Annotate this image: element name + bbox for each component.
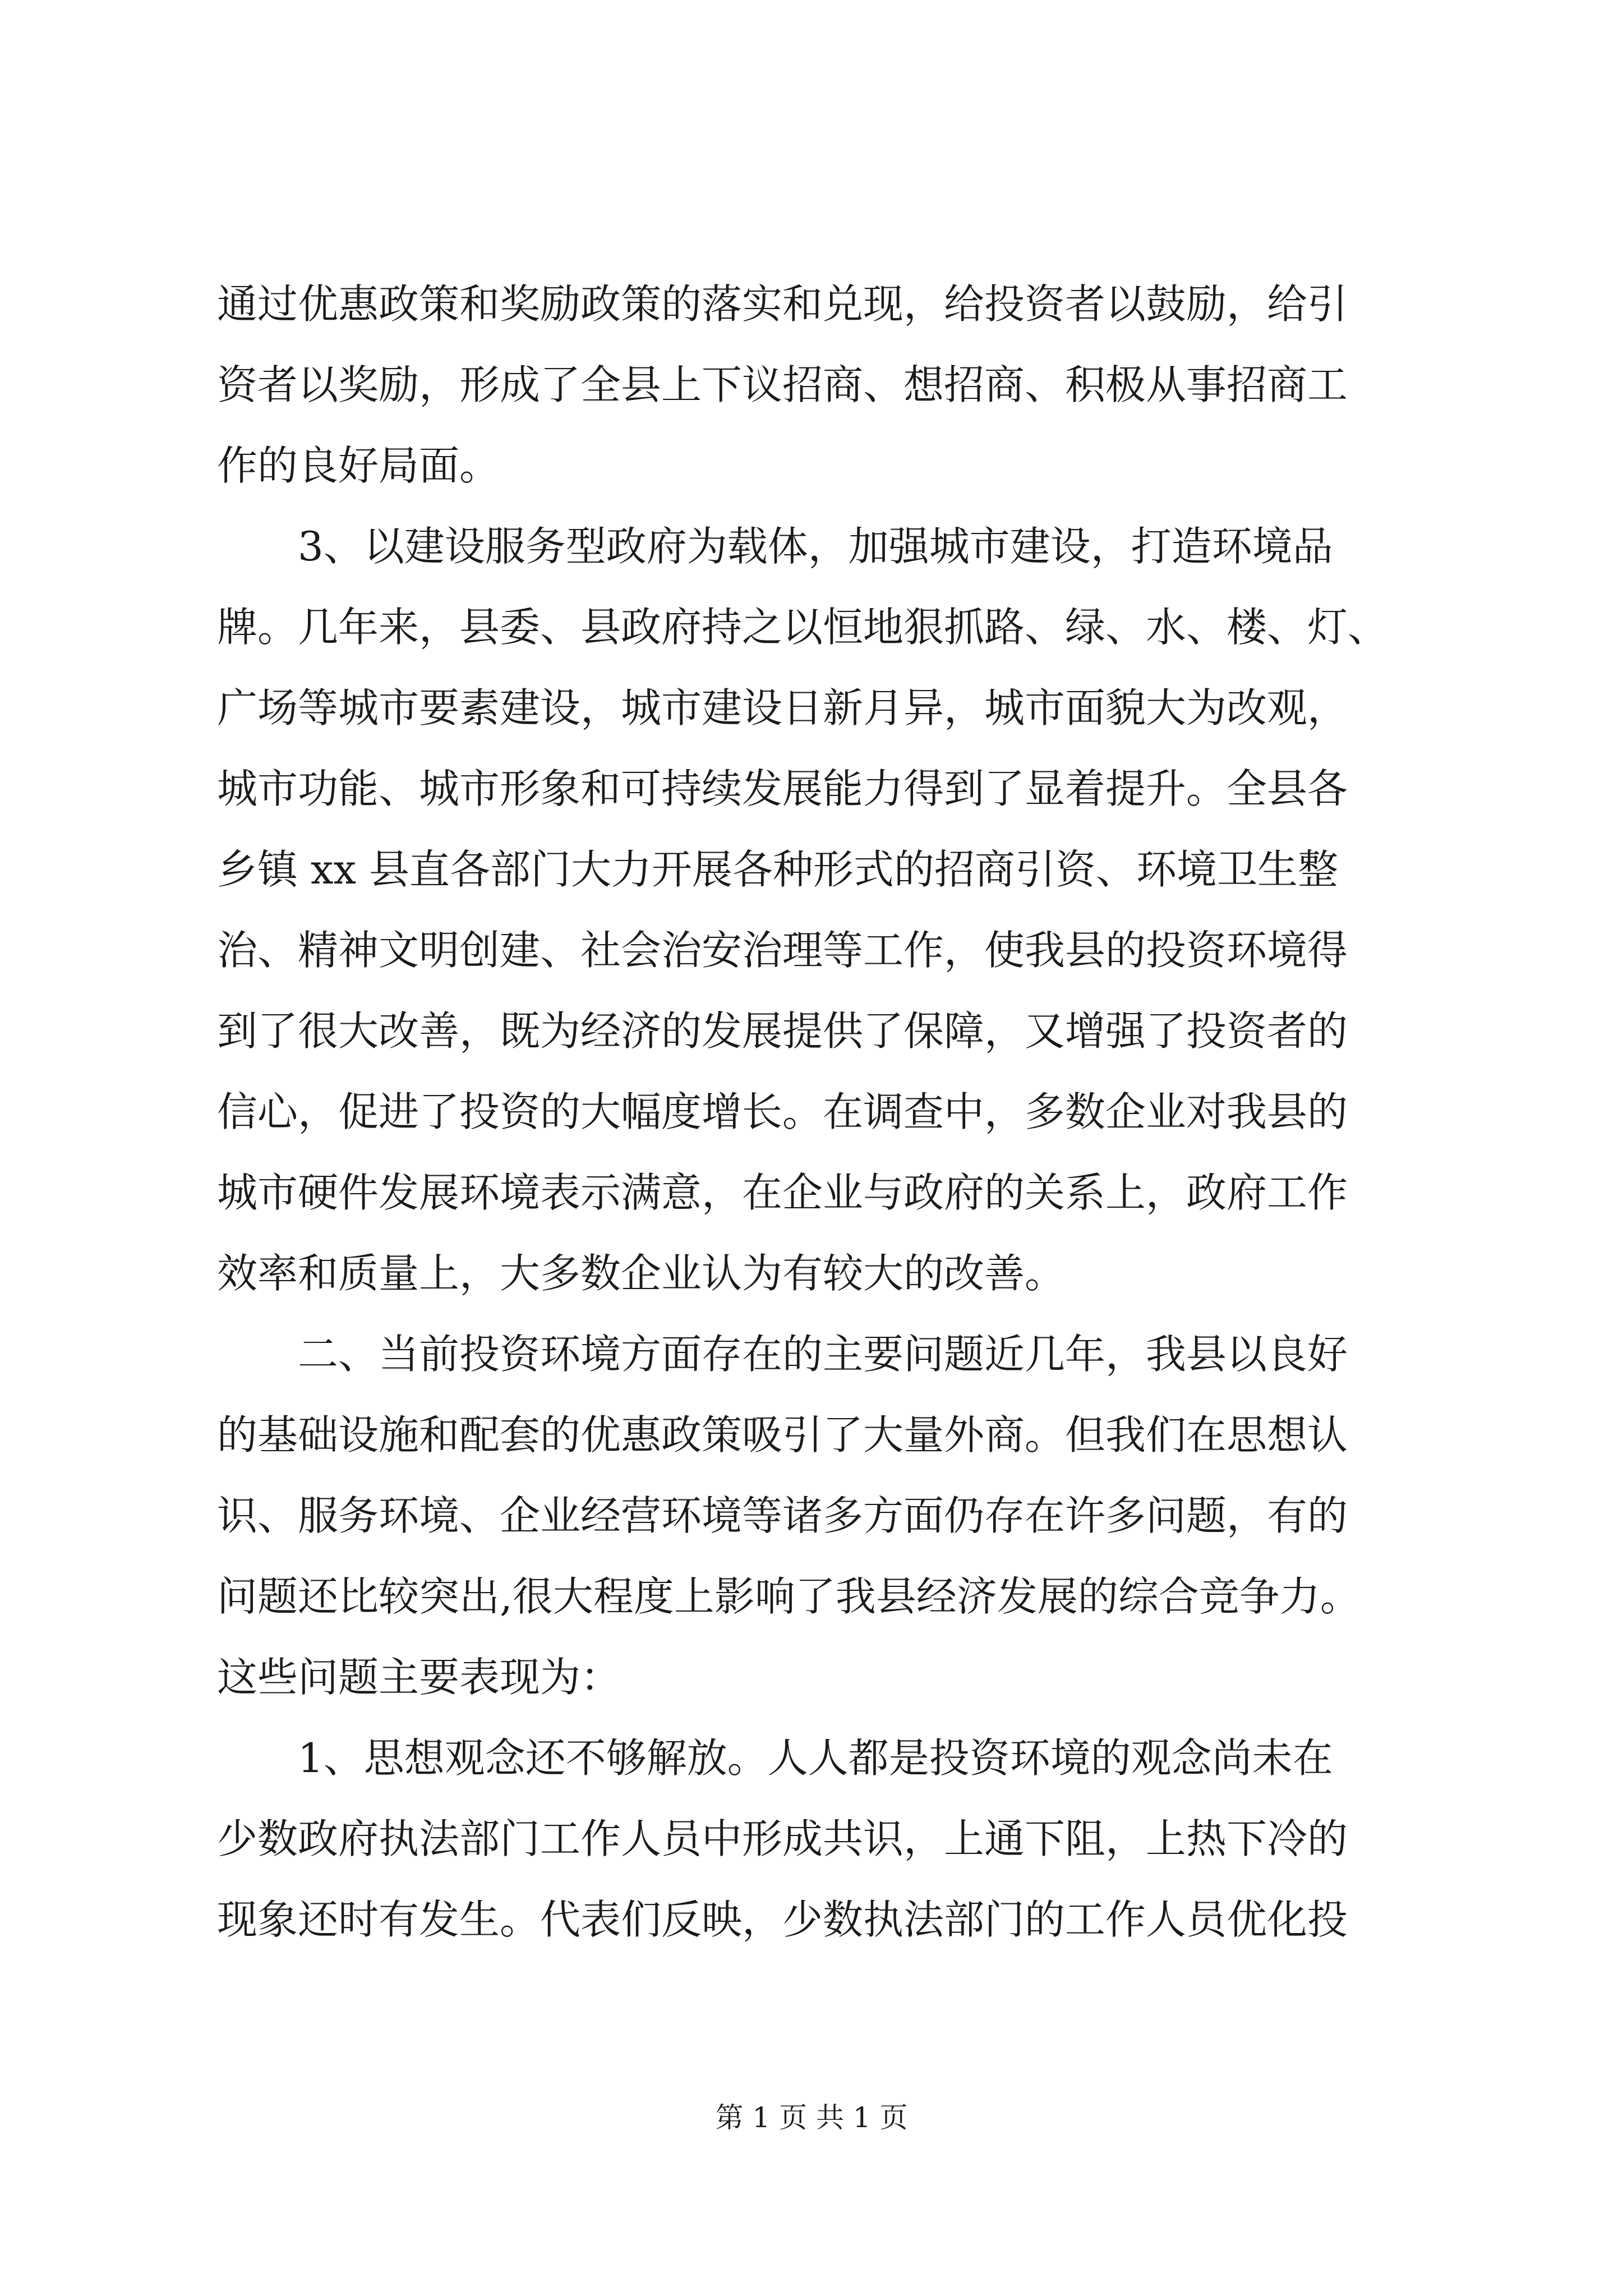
text-line: 到了很大改善，既为经济的发展提供了保障，又增强了投资者的 bbox=[217, 1007, 1348, 1055]
text-line: 的基础设施和配套的优惠政策吸引了大量外商。但我们在思想认 bbox=[217, 1411, 1348, 1458]
text-line: 识、服务环境、企业经营环境等诸多方面仍存在许多问题，有的 bbox=[217, 1492, 1348, 1539]
text-line: 现象还时有发生。代表们反映，少数执法部门的工作人员优化投 bbox=[217, 1896, 1348, 1943]
text-line: 乡镇 xx 县直各部门大力开展各种形式的招商引资、环境卫生整 bbox=[217, 846, 1338, 893]
text-line: 信心，促进了投资的大幅度增长。在调查中，多数企业对我县的 bbox=[217, 1088, 1348, 1135]
text-line: 城市功能、城市形象和可持续发展能力得到了显着提升。全县各 bbox=[217, 765, 1348, 812]
text-line: 作的良好局面。 bbox=[217, 442, 500, 489]
body-text bbox=[217, 264, 1428, 1960]
text-line: 资者以奖励，形成了全县上下议招商、想招商、积极从事招商工 bbox=[217, 361, 1348, 408]
paragraph-first-line: 3、以建设服务型政府为载体，加强城市建设，打造环境品 bbox=[298, 523, 1333, 570]
text-line: 治、精神文明创建、社会治安治理等工作，使我县的投资环境得 bbox=[217, 927, 1348, 974]
paragraph-first-line: 二、当前投资环境方面存在的主要问题近几年，我县以良好 bbox=[298, 1331, 1348, 1378]
text-line: 通过优惠政策和奖励政策的落实和兑现，给投资者以鼓励，给引 bbox=[217, 280, 1348, 328]
text-line: 问题还比较突出,很大程度上影响了我县经济发展的综合竞争力。 bbox=[217, 1573, 1361, 1620]
text-line: 效率和质量上，大多数企业认为有较大的改善。 bbox=[217, 1250, 1066, 1297]
text-line: 这些问题主要表现为： bbox=[217, 1654, 621, 1701]
paragraph-first-line: 1、思想观念还不够解放。人人都是投资环境的观念尚未在 bbox=[298, 1734, 1333, 1782]
text-line: 城市硬件发展环境表示满意，在企业与政府的关系上，政府工作 bbox=[217, 1169, 1348, 1216]
page-footer: 第 1 页 共 1 页 bbox=[715, 2101, 908, 2134]
text-line: 广场等城市要素建设，城市建设日新月异，城市面貌大为改观， bbox=[217, 684, 1348, 731]
text-line: 牌。几年来，县委、县政府持之以恒地狠抓路、绿、水、楼、灯、 bbox=[217, 604, 1389, 651]
text-line: 少数政府执法部门工作人员中形成共识，上通下阻，上热下冷的 bbox=[217, 1815, 1348, 1862]
